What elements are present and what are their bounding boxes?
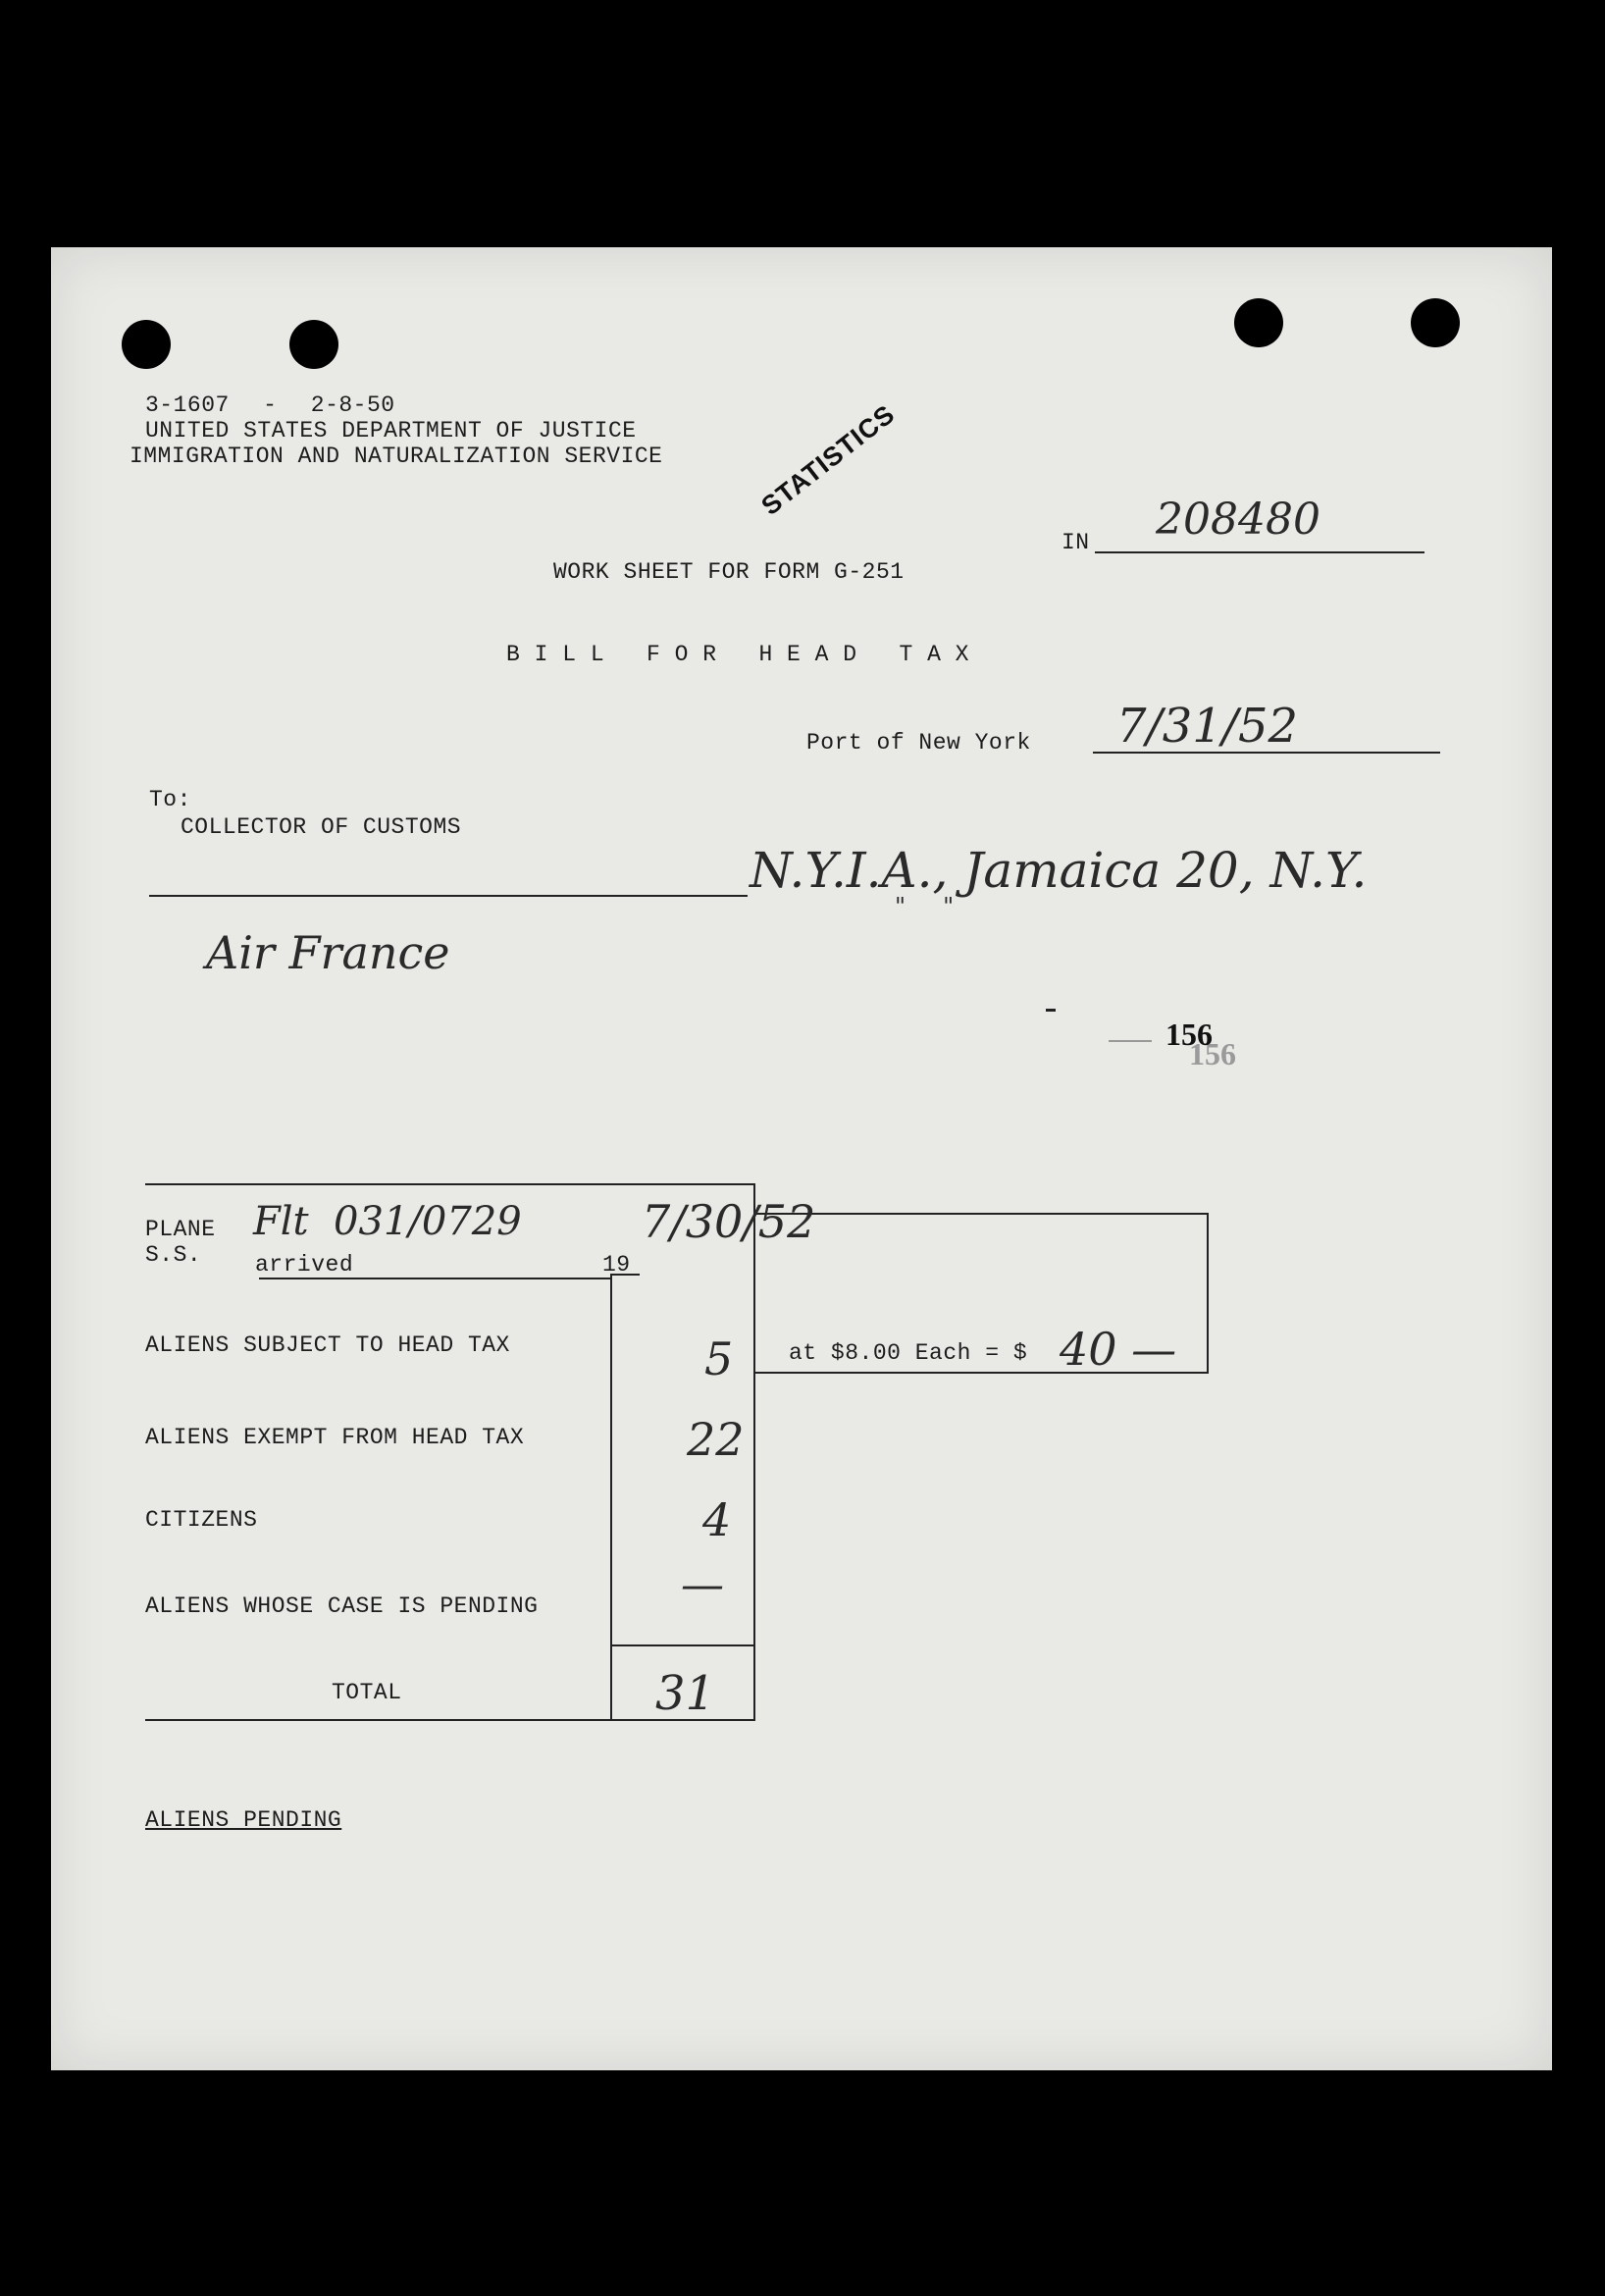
total-value: 31 bbox=[655, 1666, 716, 1721]
row-value-citizens: 4 bbox=[702, 1493, 732, 1546]
form-dash: - bbox=[263, 392, 278, 418]
form-number-line bbox=[145, 392, 395, 418]
bill-title: B I L L F O R H E A D T A X bbox=[506, 642, 969, 667]
agency-line-1: UNITED STATES DEPARTMENT OF JUSTICE bbox=[145, 418, 637, 444]
year-prefix: 19 bbox=[602, 1252, 631, 1278]
form-number: 3-1607 bbox=[145, 392, 230, 418]
in-underline bbox=[1095, 551, 1424, 553]
row-label-exempt: ALIENS EXEMPT FROM HEAD TAX bbox=[145, 1425, 525, 1450]
ref-number: 156 bbox=[1165, 1017, 1213, 1052]
row-value-exempt: 22 bbox=[687, 1413, 745, 1466]
row-label-pending: ALIENS WHOSE CASE IS PENDING bbox=[145, 1593, 539, 1619]
rate-box-right bbox=[1207, 1213, 1209, 1374]
agency-line-2: IMMIGRATION AND NATURALIZATION SERVICE bbox=[129, 444, 663, 469]
row-label-citizens: CITIZENS bbox=[145, 1507, 258, 1533]
table-right-divider bbox=[753, 1183, 755, 1721]
location-handwritten: N.Y.I.A., Jamaica 20, N.Y. bbox=[750, 842, 1368, 899]
rate-amount: 40 — bbox=[1060, 1323, 1177, 1376]
address-underline bbox=[149, 895, 748, 897]
ref-number-faint: 156 bbox=[1189, 1036, 1236, 1071]
ditto-marks: " " bbox=[895, 893, 955, 920]
arrival-date-handwritten: 7/30/52 bbox=[642, 1195, 816, 1248]
table-top-border bbox=[145, 1183, 753, 1185]
rate-text: at $8.00 Each = $ bbox=[789, 1340, 1028, 1366]
faint-dash bbox=[1109, 1040, 1152, 1042]
row-value-subject: 5 bbox=[704, 1332, 734, 1385]
rate-box-top bbox=[755, 1213, 1209, 1215]
count-column-left bbox=[610, 1276, 612, 1721]
flight-handwritten: Flt 031/0729 bbox=[253, 1199, 522, 1244]
arrived-underline bbox=[259, 1278, 612, 1279]
punch-hole-icon bbox=[1234, 298, 1283, 347]
ss-label: S.S. bbox=[145, 1242, 202, 1268]
arrived-label: arrived bbox=[255, 1252, 354, 1278]
punch-hole-icon bbox=[1411, 298, 1460, 347]
form-date: 2-8-50 bbox=[310, 392, 395, 418]
port-label: Port of New York bbox=[806, 730, 1031, 756]
row-value-pending: — bbox=[681, 1560, 724, 1610]
worksheet-title: WORK SHEET FOR FORM G-251 bbox=[553, 559, 905, 585]
collector-label: COLLECTOR OF CUSTOMS bbox=[181, 814, 462, 840]
punch-hole-icon bbox=[122, 320, 171, 369]
total-label: TOTAL bbox=[332, 1680, 402, 1705]
row-label-subject: ALIENS SUBJECT TO HEAD TAX bbox=[145, 1332, 510, 1358]
carrier-handwritten: Air France bbox=[206, 926, 450, 979]
tick-mark bbox=[1046, 1009, 1056, 1012]
in-label: IN bbox=[1061, 530, 1090, 555]
aliens-pending-heading: ALIENS PENDING bbox=[145, 1807, 342, 1833]
total-divider bbox=[610, 1644, 755, 1646]
plane-label: PLANE bbox=[145, 1217, 216, 1242]
statistics-stamp: STATISTICS bbox=[755, 398, 901, 521]
form-sheet bbox=[51, 247, 1552, 2070]
to-label: To: bbox=[149, 787, 191, 812]
punch-hole-icon bbox=[289, 320, 338, 369]
in-number: 208480 bbox=[1156, 495, 1320, 545]
port-date: 7/31/52 bbox=[1116, 699, 1299, 754]
